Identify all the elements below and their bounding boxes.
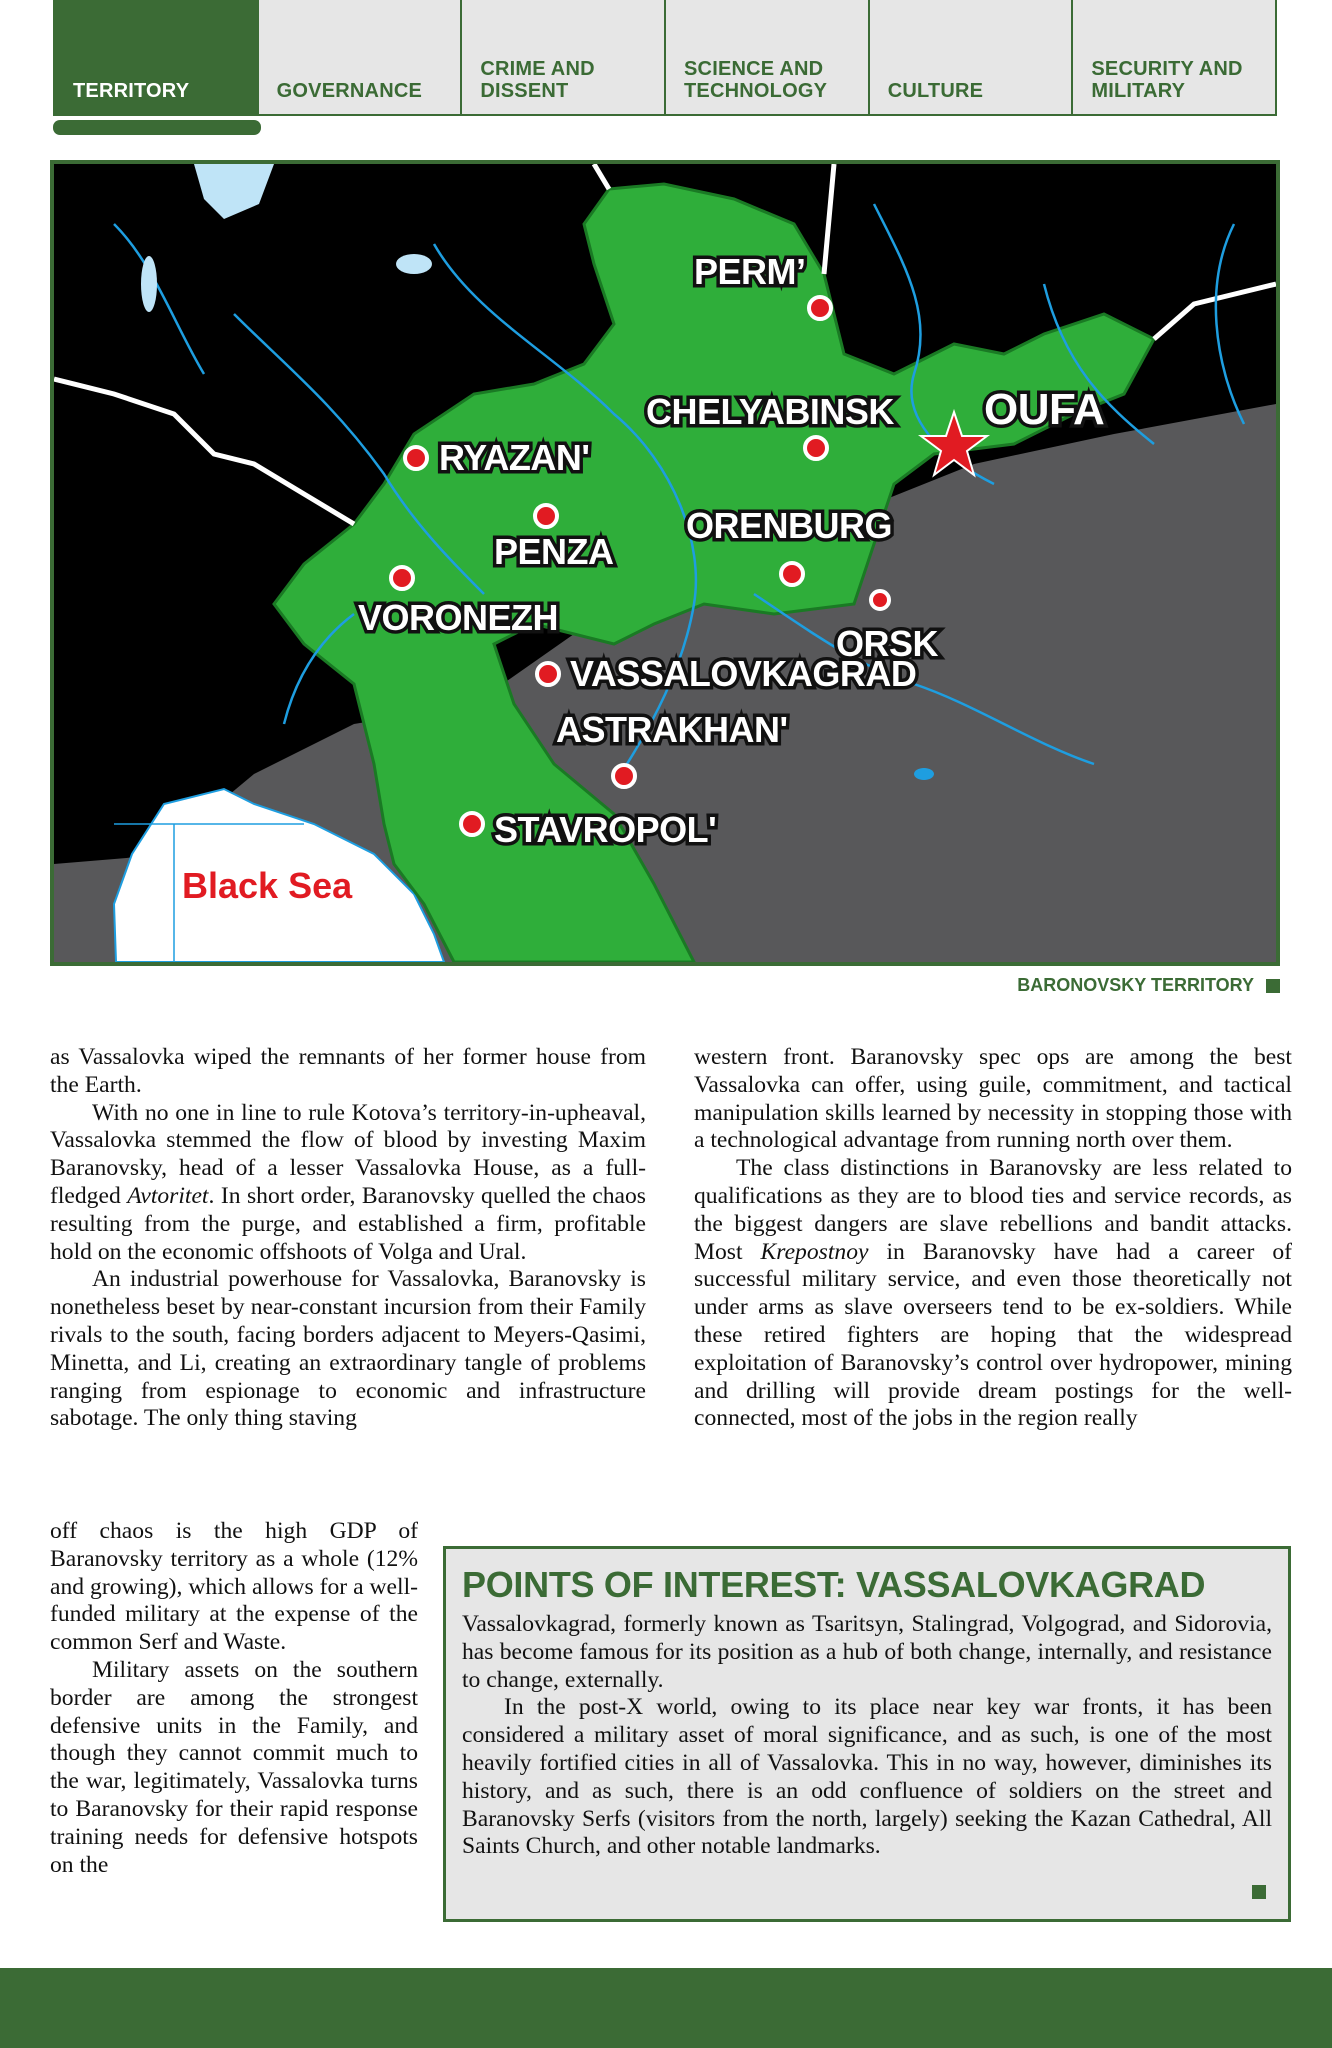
tab-label: GOVERNANCE bbox=[276, 80, 423, 102]
city-marker-orsk bbox=[871, 591, 889, 609]
capital-label-oufa: OUFA bbox=[984, 385, 1105, 434]
tab-crime-and-dissent[interactable] bbox=[460, 0, 666, 116]
city-marker-chelyabinsk bbox=[805, 437, 827, 459]
city-marker-perm bbox=[809, 297, 831, 319]
city-label-ryazan: RYAZAN' bbox=[439, 437, 590, 478]
city-marker-orenburg bbox=[781, 563, 803, 585]
poi-title: POINTS OF INTEREST: VASSALOVKAGRAD bbox=[462, 1564, 1206, 1605]
small-lake bbox=[396, 254, 432, 274]
paragraph: Military assets on the southern border are among the strongest defensive units in the Family, and though they cannot commit much to the war, legitimately, Vassalovka turns to Baranovsky for their rapid response training needs for defensive hotspots on the bbox=[50, 1656, 418, 1878]
points-of-interest-box bbox=[443, 1546, 1291, 1922]
poi-paragraph: In the post-X world, owing to its place near key war fronts, it has been considered a military asset of moral significance, and as such, is one of the most heavily fortified cities in all of Vassalovka. This in no way, however, diminishes its history, and as such, there is an odd confluence of soldiers on the street and Baranovsky Serfs (visitors from the north, largely) seeking the Kazan Cathedral, All Saints Church, and other notable landmarks. bbox=[462, 1694, 1272, 1860]
small-lake bbox=[914, 768, 934, 780]
tab-governance[interactable] bbox=[257, 0, 463, 116]
caption-square-icon bbox=[1266, 979, 1280, 993]
end-square-icon bbox=[1252, 1885, 1266, 1899]
city-label-astrakhan: ASTRAKHAN' bbox=[556, 709, 788, 750]
section-tabs bbox=[53, 0, 1277, 116]
map-caption-text: BARONOVSKY TERRITORY bbox=[1017, 975, 1254, 995]
tab-label: CRIME AND DISSENT bbox=[480, 58, 595, 102]
city-label-orsk: ORSK bbox=[836, 623, 939, 664]
active-tab-indicator bbox=[53, 120, 261, 135]
column-right bbox=[694, 1044, 1292, 1433]
map-caption bbox=[1017, 975, 1280, 996]
territory-map bbox=[50, 160, 1280, 966]
tab-label: SECURITY AND MILITARY bbox=[1091, 58, 1243, 102]
tab-culture[interactable] bbox=[868, 0, 1074, 116]
tab-label: CULTURE bbox=[887, 80, 984, 102]
city-label-orenburg: ORENBURG bbox=[686, 505, 893, 546]
paragraph: An industrial powerhouse for Vassalovka, Baranovsky is nonetheless beset by near-constant incursion from their Family rivals to the south, facing borders adjacent to Meyers-Qasimi, Minetta, and Li, creating an extraordinary tangle of problems ranging from espionage to economic and infrastructure sabotage. The only thing staving bbox=[50, 1266, 646, 1432]
city-label-perm: PERM’ bbox=[694, 251, 806, 292]
tab-territory[interactable] bbox=[53, 0, 259, 116]
footer-bar bbox=[0, 1968, 1332, 2048]
city-marker-ryazan bbox=[405, 447, 427, 469]
city-label-stavropol: STAVROPOL' bbox=[494, 809, 717, 850]
poi-paragraph: Vassalovkagrad, formerly known as Tsaritsyn, Stalingrad, Volgograd, and Sidorovia, has become famous for its position as a hub of both change, internally, and resistance to change, externally. bbox=[462, 1611, 1272, 1693]
column-left-upper bbox=[50, 1044, 646, 1433]
city-marker-astrakhan bbox=[613, 765, 635, 787]
city-marker-vassalovkagrad bbox=[537, 663, 559, 685]
tab-security-and-military[interactable] bbox=[1071, 0, 1277, 116]
city-label-vassalovkagrad: VASSALOVKAGRAD bbox=[570, 653, 917, 694]
city-marker-penza bbox=[535, 505, 557, 527]
city-label-voronezh: VORONEZH bbox=[358, 597, 559, 638]
paragraph: off chaos is the high GDP of Baranovsky territory as a whole (12% and growing), which allows for a well-funded military at the expense of the common Serf and Waste. bbox=[50, 1518, 418, 1656]
city-label-chelyabinsk: CHELYABINSK bbox=[646, 391, 894, 432]
paragraph: western front. Baranovsky spec ops are among the best Vassalovka can offer, using guile, commitment, and tactical manipulation skills learned by necessity in stopping those with a technological advantage from running north over them. bbox=[694, 1044, 1292, 1154]
map-svg bbox=[54, 164, 1276, 962]
city-label-penza: PENZA bbox=[494, 531, 614, 572]
tab-label: SCIENCE AND TECHNOLOGY bbox=[684, 58, 828, 102]
paragraph: as Vassalovka wiped the remnants of her former house from the Earth. bbox=[50, 1044, 646, 1098]
city-marker-voronezh bbox=[391, 567, 413, 589]
tab-label: TERRITORY bbox=[73, 80, 190, 102]
column-left-lower bbox=[50, 1518, 418, 1879]
sea-label-black-sea: Black Sea bbox=[182, 865, 353, 906]
tab-science-and-technology[interactable] bbox=[664, 0, 870, 116]
city-marker-stavropol bbox=[461, 813, 483, 835]
paragraph: With no one in line to rule Kotova’s territory-in-upheaval, Vassalovka stemmed the flow of blood by investing Maxim Baranovsky, head of a lesser Vassalovka House, as a full-fledged Avtoritet. In short order, Baranovsky quelled the chaos resulting from the purge, and established a firm, profitable hold on the economic offshoots of Volga and Ural. bbox=[50, 1099, 646, 1265]
small-lake bbox=[141, 256, 157, 312]
paragraph: The class distinctions in Baranovsky are less related to qualifications as they are to blood ties and service records, as the biggest dangers are slave rebellions and bandit attacks. Most Krepostnoy in Baranovsky have had a career of successful military service, and even those theoretically not under arms as slave overseers tend to be ex-soldiers. While these retired fighters are hoping that the widespread exploitation of Baranovsky’s control over hydropower, mining and drilling will provide dream postings for the well-connected, most of the jobs in the region really bbox=[694, 1155, 1292, 1432]
